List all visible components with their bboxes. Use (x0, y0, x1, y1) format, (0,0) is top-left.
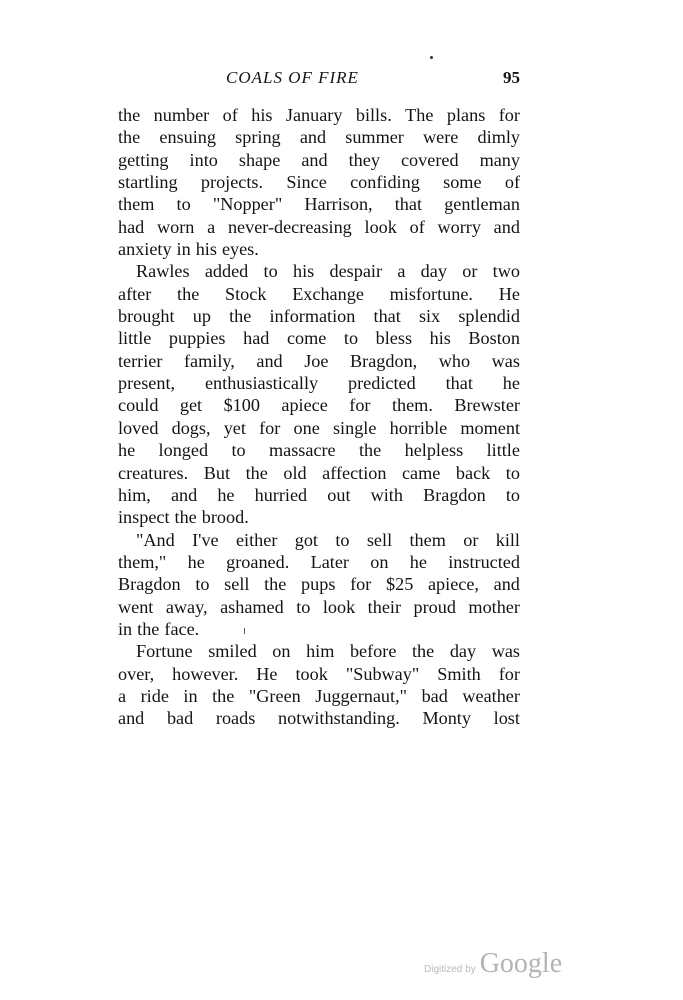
word: apiece, (427, 574, 479, 595)
text-line (118, 327, 520, 349)
word: took (295, 663, 328, 684)
word: The (405, 105, 434, 125)
word: Rawles (136, 261, 190, 282)
word: worn (157, 216, 195, 237)
word: creatures. (118, 462, 189, 483)
word: Boston (468, 328, 520, 349)
word: getting (118, 149, 169, 170)
word: and (299, 127, 327, 148)
text-line (118, 640, 520, 662)
word: anxiety (118, 239, 172, 260)
word: dogs, (171, 417, 211, 438)
word: two (492, 261, 520, 282)
word: could (118, 395, 159, 416)
word: the (118, 127, 141, 148)
text-line (118, 193, 520, 215)
word: him, (118, 484, 151, 505)
word: to (195, 574, 210, 595)
word: confiding (350, 172, 420, 193)
text-line (118, 618, 520, 640)
word: misfortune. (389, 283, 473, 304)
word: the (137, 618, 160, 639)
word: groaned. (226, 551, 290, 572)
word: But (203, 462, 231, 483)
word: get (179, 395, 203, 416)
word: number (153, 105, 210, 125)
word: to (231, 440, 246, 461)
word: ashamed (220, 596, 284, 617)
word: his (251, 105, 273, 125)
word: for (498, 663, 520, 684)
word: he (187, 551, 205, 572)
word: smiled (208, 641, 257, 662)
word: Stock (225, 283, 267, 304)
text-line (118, 238, 520, 260)
word: over, (118, 663, 155, 684)
text-line (118, 685, 520, 707)
text-line (118, 394, 520, 416)
word: the (359, 440, 382, 461)
watermark-caption: Digitized by (424, 964, 476, 975)
word: Bragdon (423, 484, 486, 505)
text-line (118, 573, 520, 595)
word: in (176, 239, 191, 260)
word: Since (286, 172, 327, 193)
word: or (463, 529, 479, 550)
word: face. (164, 618, 200, 639)
word: he (118, 440, 136, 461)
word: terrier (118, 350, 163, 371)
text-line (118, 439, 520, 461)
word: in (118, 618, 133, 639)
text-line (118, 551, 520, 573)
text-line (118, 260, 520, 282)
word: was (491, 350, 520, 371)
word: projects. (200, 172, 264, 193)
text-line (118, 529, 520, 551)
word: January (285, 105, 343, 125)
word: for (350, 574, 372, 595)
word: the (412, 641, 435, 662)
word: to (505, 462, 520, 483)
word: back (455, 462, 491, 483)
word: yet (223, 417, 246, 438)
word: Bragdon (118, 574, 181, 595)
word: went (118, 596, 154, 617)
word: gentleman (444, 194, 520, 215)
word: look (364, 216, 397, 237)
word: Joe (304, 350, 329, 371)
text-line (118, 506, 520, 528)
word: kill (495, 529, 520, 550)
word: the (212, 685, 235, 706)
word: away, (165, 596, 208, 617)
page-number: 95 (503, 68, 520, 87)
word: splendid (458, 306, 520, 327)
word: mother (468, 596, 520, 617)
word: the (118, 105, 141, 125)
word: he (502, 373, 520, 394)
digitized-by-google-watermark (424, 948, 562, 980)
word: he (409, 551, 427, 572)
word: them (118, 194, 155, 215)
word: shape (238, 149, 281, 170)
word: and (118, 708, 145, 729)
word: a (397, 261, 406, 282)
word: Harrison, (304, 194, 373, 215)
word: $25 (386, 574, 414, 595)
word: covered (400, 149, 459, 170)
word: Brewster (454, 395, 520, 416)
word: massacre (268, 440, 336, 461)
word: "Green (248, 685, 301, 706)
text-line (118, 104, 520, 126)
text-line (118, 350, 520, 372)
word: to (343, 328, 359, 349)
word: some (443, 172, 482, 193)
word: before (349, 641, 397, 662)
word: their (367, 596, 402, 617)
word: sell (366, 529, 393, 550)
word: that (373, 306, 401, 327)
word: moment (460, 417, 520, 438)
word: ensuing (159, 127, 216, 148)
word: I've (192, 529, 219, 550)
word: eyes. (221, 239, 259, 260)
word: his (195, 239, 217, 260)
word: that (394, 194, 423, 215)
text-line (118, 171, 520, 193)
word: and (493, 574, 520, 595)
word: bad (166, 708, 194, 729)
word: was (491, 641, 520, 662)
word: or (462, 261, 478, 282)
ink-dot (430, 56, 433, 59)
text-line (118, 283, 520, 305)
word: to (176, 194, 191, 215)
word: to (263, 261, 278, 282)
word: Monty (422, 708, 471, 729)
word: bless (375, 328, 413, 349)
word: Smith (437, 663, 481, 684)
word: six (418, 306, 441, 327)
word: and (170, 484, 198, 505)
word: day (420, 261, 447, 282)
word: predicted (348, 373, 416, 394)
word: weather (462, 685, 520, 706)
word: on (370, 551, 389, 572)
word: roads (215, 708, 256, 729)
word: who (438, 350, 471, 371)
word: of (222, 105, 238, 125)
word: bills. (355, 105, 392, 125)
word: lost (493, 708, 520, 729)
word: they (348, 149, 380, 170)
word: spring (235, 127, 281, 148)
text-line (118, 596, 520, 618)
word: a (118, 685, 127, 706)
word: were (423, 127, 459, 148)
text-line (118, 417, 520, 439)
body-text (118, 104, 520, 730)
text-line (118, 305, 520, 327)
word: He (498, 283, 520, 304)
text-line (118, 484, 520, 506)
word: to (296, 596, 311, 617)
word: and (301, 149, 328, 170)
word: Fortune (136, 641, 193, 662)
word: Exchange (292, 283, 364, 304)
word: that (445, 373, 473, 394)
word: startling (118, 172, 178, 193)
text-line (118, 707, 520, 729)
word: hurried (254, 484, 308, 505)
word: come (286, 328, 327, 349)
word: plans (446, 105, 486, 125)
word: loved (118, 417, 159, 438)
word: summer (345, 127, 404, 148)
word: the (264, 574, 287, 595)
word: the (229, 306, 252, 327)
word: the (177, 283, 200, 304)
word: to (335, 529, 350, 550)
text-line (118, 663, 520, 685)
word: with (370, 484, 403, 505)
word: into (189, 149, 218, 170)
word: horrible (389, 417, 448, 438)
word: them (409, 529, 446, 550)
word: helpless (404, 440, 464, 461)
word: sell (224, 574, 250, 595)
word: instructed (448, 551, 520, 572)
word: Bragdon, (350, 350, 418, 371)
word: inspect (118, 507, 170, 528)
word: them," (118, 551, 167, 572)
word: and (493, 216, 520, 237)
word: them. (391, 395, 433, 416)
word: look (322, 596, 356, 617)
word: up (192, 306, 211, 327)
word: on (272, 641, 291, 662)
text-line (118, 149, 520, 171)
word: worry (437, 216, 481, 237)
text-line (118, 216, 520, 238)
word: dimly (477, 127, 520, 148)
word: the (174, 507, 197, 528)
word: the (245, 462, 268, 483)
word: his (292, 261, 315, 282)
word: "Subway" (345, 663, 420, 684)
word: after (118, 283, 152, 304)
word: Juggernaut," (315, 685, 408, 706)
word: his (429, 328, 451, 349)
word: and (256, 350, 283, 371)
word: never-decreasing (227, 216, 352, 237)
text-line (118, 462, 520, 484)
word: brought (118, 306, 175, 327)
word: added (204, 261, 249, 282)
running-title: COALS OF FIRE (226, 68, 359, 87)
word: him (306, 641, 335, 662)
word: proud (413, 596, 456, 617)
word: pups (301, 574, 336, 595)
word: of (504, 172, 520, 193)
word: Later (310, 551, 349, 572)
word: for (349, 395, 371, 416)
word: "Nopper" (212, 194, 283, 215)
word: information (269, 306, 356, 327)
word: $100 (223, 395, 260, 416)
word: family, (183, 350, 235, 371)
word: brood. (201, 507, 249, 528)
word: had (118, 216, 145, 237)
word: a (207, 216, 216, 237)
word: affection (322, 462, 387, 483)
word: in (183, 685, 198, 706)
word: one (293, 417, 320, 438)
word: either (235, 529, 278, 550)
word: despair (329, 261, 383, 282)
word: he (217, 484, 235, 505)
word: notwithstanding. (278, 708, 400, 729)
word: single (332, 417, 377, 438)
word: apiece (281, 395, 328, 416)
word: out (327, 484, 351, 505)
word: day (449, 641, 477, 662)
word: however. (172, 663, 239, 684)
word: little (118, 328, 152, 349)
word: for (498, 105, 520, 125)
text-line (118, 126, 520, 148)
word: enthusiastically (204, 373, 319, 394)
word: little (486, 440, 520, 461)
word: many (479, 149, 520, 170)
word: longed (158, 440, 209, 461)
google-logo: Google (479, 948, 563, 979)
word: He (256, 663, 278, 684)
word: for (259, 417, 281, 438)
word: old (283, 462, 307, 483)
word: got (294, 529, 318, 550)
word: of (409, 216, 425, 237)
stray-ink-mark (244, 628, 245, 634)
word: "And (136, 529, 175, 550)
text-line (118, 372, 520, 394)
word: puppies (168, 328, 226, 349)
word: had (243, 328, 270, 349)
word: ride (140, 685, 169, 706)
word: present, (118, 373, 176, 394)
word: came (401, 462, 441, 483)
running-head (118, 68, 520, 92)
word: bad (421, 685, 448, 706)
word: to (505, 484, 520, 505)
